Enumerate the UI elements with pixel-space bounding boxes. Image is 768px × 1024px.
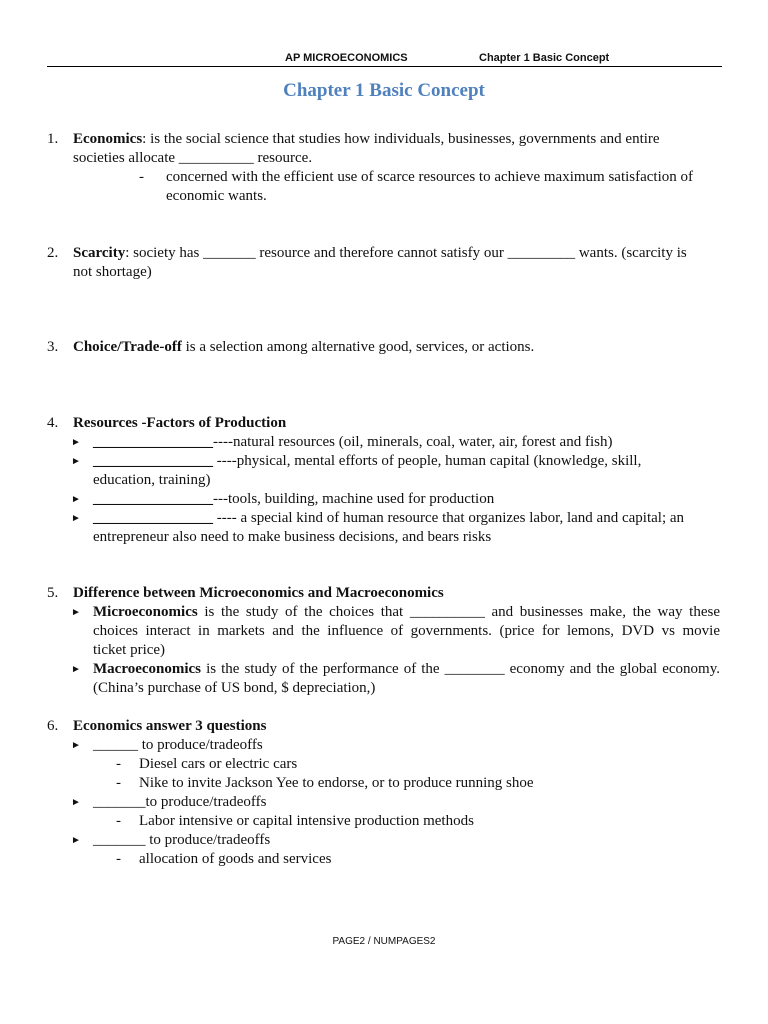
micro-text: is the study of the choices that __________ and businesses make, the way these — [197, 604, 720, 620]
header-chapter: Chapter 1 Basic Concept — [479, 52, 610, 64]
micro-line-1 — [93, 603, 720, 622]
blank: ________________ — [93, 453, 213, 469]
section-6-heading — [73, 717, 267, 736]
page-footer: PAGE2 / NUMPAGES2 — [332, 936, 436, 947]
section-5-heading — [73, 584, 444, 603]
blank: ________________ — [93, 491, 213, 507]
resource-text: ----physical, mental efforts of people, human capital (knowledge, skill, — [213, 453, 642, 469]
resource-item-4 — [93, 509, 684, 528]
question-2-example-a: Labor intensive or capital intensive production methods — [139, 813, 474, 829]
scarcity-term: Scarcity — [73, 245, 126, 261]
resource-item-2 — [93, 452, 641, 471]
choice-term: Choice/Trade-off — [73, 339, 182, 355]
section-1-sub-line-1: concerned with the efficient use of scarce resources to achieve maximum satisfaction of — [166, 169, 694, 185]
section-1-number: 1. — [47, 131, 59, 147]
dash-bullet: - — [116, 756, 121, 772]
question-3-example-a: allocation of goods and services — [139, 851, 332, 867]
resource-item-2-line-2: education, training) — [93, 472, 211, 488]
blank: ________________ — [93, 434, 213, 450]
question-2: _______to produce/tradeoffs — [93, 794, 267, 810]
triangle-bullet-icon: ► — [71, 835, 81, 846]
section-1-sub-line-2: economic wants. — [166, 188, 267, 204]
micro-term: Microeconomics — [93, 604, 198, 620]
triangle-bullet-icon: ► — [71, 664, 81, 675]
question-1: ______ to produce/tradeoffs — [93, 737, 263, 753]
micro-line-3: ticket price) — [93, 642, 166, 658]
header-course: AP MICROECONOMICS — [285, 52, 408, 64]
section-5-heading-text: Difference between Microeconomics and Macroeconomics — [73, 585, 444, 601]
section-5-number: 5. — [47, 585, 59, 601]
section-2-line-1 — [73, 244, 687, 263]
macro-line-1 — [93, 660, 720, 679]
section-6-number: 6. — [47, 718, 59, 734]
question-1-example-b: Nike to invite Jackson Yee to endorse, or to produce running shoe — [139, 775, 534, 791]
section-1-line-2: societies allocate __________ resource. — [73, 150, 313, 166]
section-4-number: 4. — [47, 415, 59, 431]
resource-item-1 — [93, 433, 612, 452]
triangle-bullet-icon: ► — [71, 513, 81, 524]
macro-line-2: (China’s purchase of US bond, $ depreciation,) — [93, 680, 376, 696]
blank: ________________ — [93, 510, 213, 526]
section-4-heading-text: Resources -Factors of Production — [73, 415, 287, 431]
resource-text: ---- a special kind of human resource that organizes labor, land and capital; an — [213, 510, 685, 526]
resource-item-3 — [93, 490, 494, 509]
section-3-number: 3. — [47, 339, 59, 355]
triangle-bullet-icon: ► — [71, 437, 81, 448]
resource-item-4-line-2: entrepreneur also need to make business decisions, and bears risks — [93, 529, 492, 545]
resource-text: ---tools, building, machine used for production — [213, 491, 495, 507]
dash-bullet: - — [116, 813, 121, 829]
question-1-example-a: Diesel cars or electric cars — [139, 756, 298, 772]
micro-line-2: choices interact in markets and the influence of governments. (price for lemons, DVD vs movie — [93, 623, 720, 639]
section-1-text: : is the social science that studies how individuals, businesses, governments and entire — [142, 131, 660, 147]
triangle-bullet-icon: ► — [71, 607, 81, 618]
triangle-bullet-icon: ► — [71, 494, 81, 505]
section-2-number: 2. — [47, 245, 59, 261]
economics-term: Economics — [73, 131, 143, 147]
section-6-heading-text: Economics answer 3 questions — [73, 718, 267, 734]
section-4-heading — [73, 414, 286, 433]
macro-text: is the study of the performance of the ________ economy and the global economy. — [201, 661, 720, 677]
macro-term: Macroeconomics — [93, 661, 202, 677]
page-title: Chapter 1 Basic Concept — [283, 80, 485, 101]
triangle-bullet-icon: ► — [71, 797, 81, 808]
section-3-text: is a selection among alternative good, services, or actions. — [181, 339, 535, 355]
resource-text: ----natural resources (oil, minerals, coal, water, air, forest and fish) — [213, 434, 613, 450]
dash-bullet: - — [139, 169, 144, 185]
dash-bullet: - — [116, 775, 121, 791]
question-3: _______ to produce/tradeoffs — [93, 832, 271, 848]
section-1-line-1 — [73, 130, 660, 149]
triangle-bullet-icon: ► — [71, 456, 81, 467]
section-2-text: : society has _______ resource and therefore cannot satisfy our _________ wants. (scarcity is — [125, 245, 687, 261]
section-2-line-2: not shortage) — [73, 264, 152, 280]
triangle-bullet-icon: ► — [71, 740, 81, 751]
section-3-line-1 — [73, 338, 534, 357]
dash-bullet: - — [116, 851, 121, 867]
page-header — [47, 50, 722, 67]
